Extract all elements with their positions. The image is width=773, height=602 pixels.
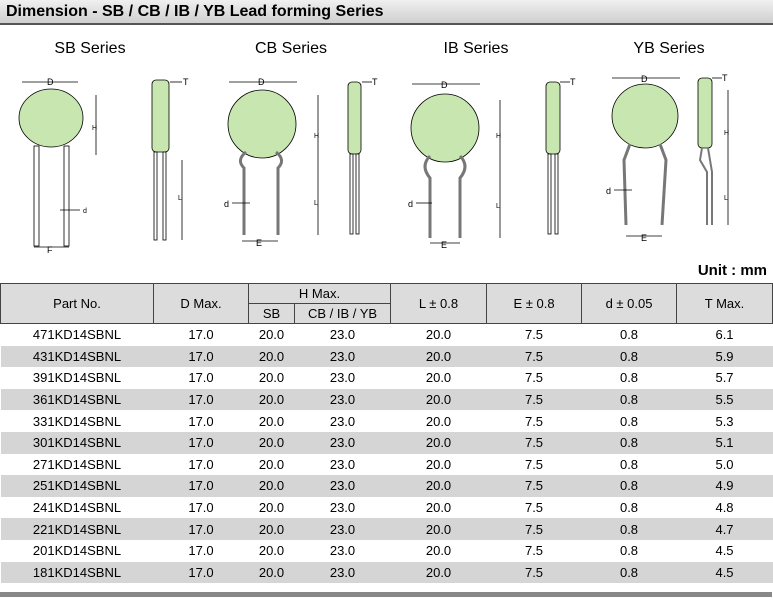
yb-side-drawing <box>698 73 728 225</box>
cell-h-cb: 23.0 <box>295 346 391 368</box>
cell-part-no: 431KD14SBNL <box>1 346 154 368</box>
table-row <box>1 454 773 476</box>
cell-h-sb: 20.0 <box>249 540 295 562</box>
cell-h-cb: 23.0 <box>295 367 391 389</box>
cell-e: 7.5 <box>487 410 582 432</box>
cell-h-sb: 20.0 <box>249 518 295 540</box>
table-row <box>1 367 773 389</box>
cell-h-sb: 20.0 <box>249 475 295 497</box>
cell-h-cb: 23.0 <box>295 324 391 346</box>
yb-dim-l: L <box>724 195 728 202</box>
header-l: L ± 0.8 <box>391 284 487 324</box>
cell-t-max: 4.5 <box>677 540 773 562</box>
cell-d-max: 17.0 <box>154 540 249 562</box>
ib-front-drawing <box>408 80 501 250</box>
cell-part-no: 301KD14SBNL <box>1 432 154 454</box>
cell-t-max: 5.9 <box>677 346 773 368</box>
sb-dim-d: D <box>47 77 54 87</box>
cell-h-sb: 20.0 <box>249 562 295 584</box>
cell-l: 20.0 <box>391 432 487 454</box>
cell-e: 7.5 <box>487 346 582 368</box>
ib-dim-h: H <box>496 133 502 140</box>
cell-e: 7.5 <box>487 518 582 540</box>
cell-d-max: 17.0 <box>154 324 249 346</box>
cell-l: 20.0 <box>391 389 487 411</box>
ib-dim-small-d: d <box>408 199 414 209</box>
header-d-max: D Max. <box>154 284 249 324</box>
ib-dim-d: D <box>441 80 448 90</box>
cell-l: 20.0 <box>391 475 487 497</box>
cell-t-max: 5.0 <box>677 454 773 476</box>
ib-dim-t: T <box>570 77 576 87</box>
cell-l: 20.0 <box>391 367 487 389</box>
cell-h-cb: 23.0 <box>295 540 391 562</box>
page-title: Dimension - SB / CB / IB / YB Lead forming Series <box>6 3 384 20</box>
unit-label: Unit : mm <box>697 262 767 279</box>
table-row <box>1 475 773 497</box>
cell-d-max: 17.0 <box>154 432 249 454</box>
table-row <box>1 389 773 411</box>
cell-small-d: 0.8 <box>582 454 677 476</box>
sb-front-drawing <box>19 77 97 255</box>
cell-d-max: 17.0 <box>154 518 249 540</box>
cell-part-no: 271KD14SBNL <box>1 454 154 476</box>
cb-front-drawing <box>224 77 319 248</box>
cell-small-d: 0.8 <box>582 432 677 454</box>
cell-e: 7.5 <box>487 497 582 519</box>
cell-small-d: 0.8 <box>582 518 677 540</box>
cell-l: 20.0 <box>391 562 487 584</box>
cell-part-no: 221KD14SBNL <box>1 518 154 540</box>
cell-h-sb: 20.0 <box>249 410 295 432</box>
cell-t-max: 4.7 <box>677 518 773 540</box>
cell-l: 20.0 <box>391 497 487 519</box>
cell-h-sb: 20.0 <box>249 389 295 411</box>
cell-h-cb: 23.0 <box>295 497 391 519</box>
table-row <box>1 497 773 519</box>
cell-d-max: 17.0 <box>154 410 249 432</box>
cell-t-max: 4.8 <box>677 497 773 519</box>
cell-e: 7.5 <box>487 454 582 476</box>
cell-t-max: 5.7 <box>677 367 773 389</box>
cell-h-sb: 20.0 <box>249 454 295 476</box>
cell-part-no: 471KD14SBNL <box>1 324 154 346</box>
cell-l: 20.0 <box>391 410 487 432</box>
cell-t-max: 5.3 <box>677 410 773 432</box>
spec-table-body <box>1 324 773 584</box>
bottom-rule <box>0 592 772 597</box>
cell-small-d: 0.8 <box>582 540 677 562</box>
series-label-yb: YB Series <box>633 40 705 57</box>
cell-l: 20.0 <box>391 454 487 476</box>
header-part-no: Part No. <box>1 284 154 324</box>
cell-small-d: 0.8 <box>582 367 677 389</box>
sb-side-drawing <box>152 77 189 240</box>
sb-dim-small-d: d <box>83 208 87 215</box>
cell-e: 7.5 <box>487 367 582 389</box>
cb-dim-small-d: d <box>224 199 230 209</box>
cell-e: 7.5 <box>487 562 582 584</box>
cb-dim-t: T <box>372 77 378 87</box>
cell-small-d: 0.8 <box>582 562 677 584</box>
cell-l: 20.0 <box>391 346 487 368</box>
cell-part-no: 331KD14SBNL <box>1 410 154 432</box>
cell-h-sb: 20.0 <box>249 324 295 346</box>
yb-dim-d: D <box>641 74 648 84</box>
ib-dim-l: L <box>496 203 500 210</box>
cell-l: 20.0 <box>391 518 487 540</box>
cell-part-no: 181KD14SBNL <box>1 562 154 584</box>
series-label-sb: SB Series <box>54 40 126 57</box>
cell-small-d: 0.8 <box>582 324 677 346</box>
sb-dim-h: H <box>92 125 98 132</box>
cell-h-cb: 23.0 <box>295 410 391 432</box>
table-row <box>1 410 773 432</box>
cell-t-max: 5.5 <box>677 389 773 411</box>
cell-t-max: 5.1 <box>677 432 773 454</box>
cell-d-max: 17.0 <box>154 367 249 389</box>
cell-h-cb: 23.0 <box>295 432 391 454</box>
cell-d-max: 17.0 <box>154 475 249 497</box>
cell-part-no: 241KD14SBNL <box>1 497 154 519</box>
table-row <box>1 346 773 368</box>
header-e: E ± 0.8 <box>487 284 582 324</box>
spec-table <box>0 283 773 583</box>
cell-h-cb: 23.0 <box>295 475 391 497</box>
cell-h-sb: 20.0 <box>249 346 295 368</box>
cell-small-d: 0.8 <box>582 497 677 519</box>
cell-e: 7.5 <box>487 540 582 562</box>
sb-dim-l: L <box>178 195 182 202</box>
cell-part-no: 361KD14SBNL <box>1 389 154 411</box>
cb-dim-d: D <box>258 77 265 87</box>
cell-e: 7.5 <box>487 432 582 454</box>
ib-dim-e: E <box>441 240 448 250</box>
cell-d-max: 17.0 <box>154 562 249 584</box>
table-row <box>1 562 773 584</box>
cell-h-sb: 20.0 <box>249 367 295 389</box>
cb-dim-e: E <box>256 238 263 248</box>
cell-part-no: 251KD14SBNL <box>1 475 154 497</box>
cell-l: 20.0 <box>391 324 487 346</box>
table-row <box>1 432 773 454</box>
cell-e: 7.5 <box>487 389 582 411</box>
cell-part-no: 391KD14SBNL <box>1 367 154 389</box>
cell-d-max: 17.0 <box>154 346 249 368</box>
cell-e: 7.5 <box>487 475 582 497</box>
cb-side-drawing <box>348 77 378 234</box>
yb-dim-h: H <box>724 130 730 137</box>
title-bar <box>0 0 773 25</box>
table-row <box>1 324 773 346</box>
cell-d-max: 17.0 <box>154 454 249 476</box>
cell-part-no: 201KD14SBNL <box>1 540 154 562</box>
header-h-max: H Max. <box>249 284 391 304</box>
cell-h-sb: 20.0 <box>249 497 295 519</box>
cell-small-d: 0.8 <box>582 346 677 368</box>
series-label-cb: CB Series <box>254 40 328 57</box>
table-row <box>1 540 773 562</box>
header-t-max: T Max. <box>677 284 773 324</box>
cell-d-max: 17.0 <box>154 497 249 519</box>
header-small-d: d ± 0.05 <box>582 284 677 324</box>
cell-small-d: 0.8 <box>582 389 677 411</box>
cell-h-cb: 23.0 <box>295 562 391 584</box>
cell-small-d: 0.8 <box>582 475 677 497</box>
cell-e: 7.5 <box>487 324 582 346</box>
cell-d-max: 17.0 <box>154 389 249 411</box>
dimension-drawings <box>0 60 773 260</box>
cell-small-d: 0.8 <box>582 410 677 432</box>
yb-dim-e: E <box>641 233 648 243</box>
cell-h-cb: 23.0 <box>295 454 391 476</box>
cell-h-sb: 20.0 <box>249 432 295 454</box>
sb-dim-f: F <box>47 245 53 255</box>
cell-t-max: 6.1 <box>677 324 773 346</box>
header-h-cb: CB / IB / YB <box>295 304 391 324</box>
ib-side-drawing <box>546 77 576 234</box>
sb-dim-t: T <box>183 77 189 87</box>
cell-t-max: 4.5 <box>677 562 773 584</box>
cell-t-max: 4.9 <box>677 475 773 497</box>
header-h-sb: SB <box>249 304 295 324</box>
yb-dim-t: T <box>722 73 728 83</box>
yb-dim-small-d: d <box>606 186 612 196</box>
cell-l: 20.0 <box>391 540 487 562</box>
cell-h-cb: 23.0 <box>295 518 391 540</box>
cb-dim-l: L <box>314 200 318 207</box>
table-row <box>1 518 773 540</box>
cell-h-cb: 23.0 <box>295 389 391 411</box>
cb-dim-h: H <box>314 133 320 140</box>
series-label-ib: IB Series <box>443 40 509 57</box>
